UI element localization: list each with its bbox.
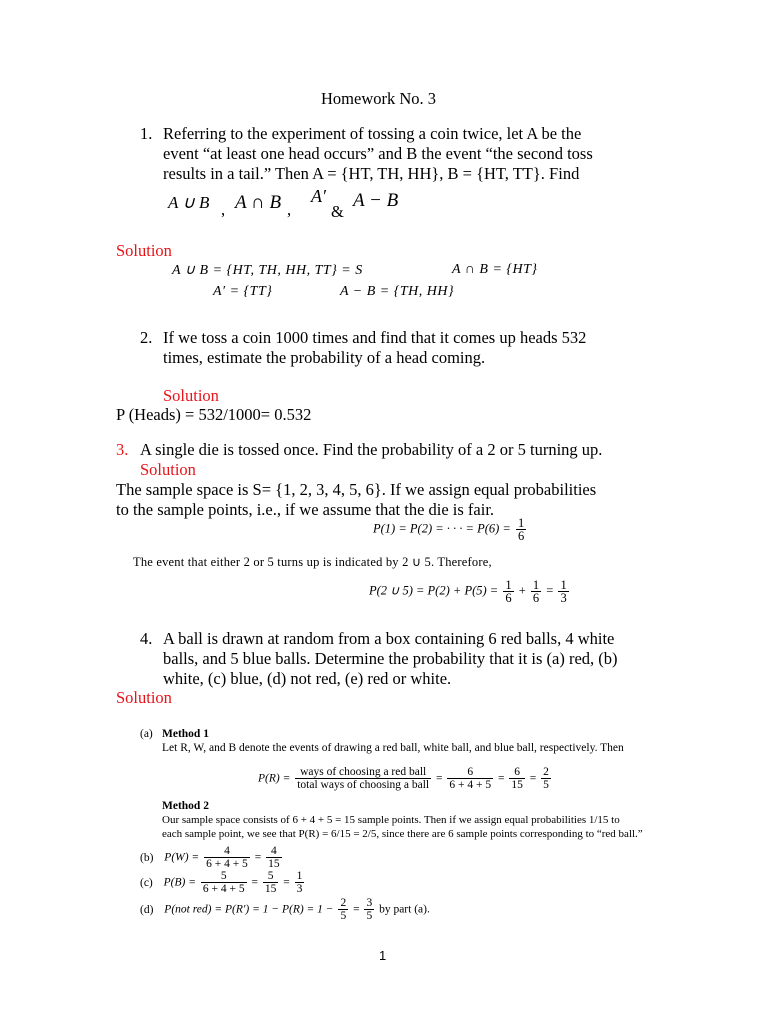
q4-pr-f4n: 2 bbox=[543, 766, 549, 778]
solution-3-label: Solution bbox=[140, 460, 196, 479]
q3-eq2-f3d: 3 bbox=[560, 591, 567, 605]
sol1-union: A ∪ B = {HT, TH, HH, TT} = S bbox=[172, 263, 363, 278]
q4-line2: balls, and 5 blue balls. Determine the probability that it is (a) red, (b) bbox=[163, 649, 618, 668]
q3-line2: to the sample points, i.e., if we assume that the die is fair. bbox=[116, 500, 495, 519]
q4-d-frac1 bbox=[338, 897, 348, 922]
q3-equation-1 bbox=[373, 517, 528, 542]
q4-pr-f1d: total ways of choosing a ball bbox=[297, 779, 430, 791]
q1-expr-intersect: A ∩ B bbox=[235, 192, 282, 213]
q4-pr-f1n: ways of choosing a red ball bbox=[295, 766, 431, 779]
q4-c-frac1 bbox=[201, 870, 247, 895]
q4-d-f1d: 5 bbox=[340, 910, 347, 922]
q4-pr-equation bbox=[258, 766, 553, 791]
q3-eq2-frac3 bbox=[558, 579, 568, 604]
q3-eq1-den: 6 bbox=[518, 529, 525, 543]
q4-line3: white, (c) blue, (d) not red, (e) red or white. bbox=[163, 669, 452, 688]
q3-eq1-num: 1 bbox=[518, 516, 525, 530]
q4-c-f3n: 1 bbox=[296, 870, 303, 882]
q4-b-label: (b) bbox=[140, 851, 154, 864]
q3-eq2-plus: + bbox=[518, 583, 526, 598]
q4-c-frac3 bbox=[295, 870, 305, 895]
sol1-difference: A − B = {TH, HH} bbox=[340, 284, 455, 299]
q4-c-lhs: P(B) = bbox=[163, 876, 196, 889]
solution-4-label: Solution bbox=[116, 688, 172, 707]
q4-b-frac1 bbox=[204, 845, 250, 870]
q1-expr-complement: A′ bbox=[311, 186, 326, 206]
q4-c-f3d: 3 bbox=[296, 883, 303, 895]
q3-eq1-fraction bbox=[516, 517, 526, 542]
q3-eq2-equals: = bbox=[546, 583, 554, 598]
q4-b-f1d: 6 + 4 + 5 bbox=[206, 858, 248, 870]
q4-d-f2n: 3 bbox=[366, 897, 373, 909]
q4-part-d bbox=[140, 897, 430, 922]
q4-number: 4. bbox=[140, 629, 153, 648]
q3-text: A single die is tossed once. Find the probability of a 2 or 5 turning up. bbox=[140, 440, 603, 459]
q4-d-lhs: P(not red) = P(R′) = 1 − P(R) = 1 − bbox=[164, 903, 334, 916]
q2-answer: P (Heads) = 532/1000= 0.532 bbox=[116, 405, 312, 424]
q3-eq2-frac1 bbox=[503, 579, 513, 604]
q4-pr-eq3: = bbox=[529, 772, 537, 785]
q3-eq2-f2d: 6 bbox=[532, 591, 540, 605]
q4-c-f2n: 5 bbox=[263, 870, 279, 883]
q4-d-frac2 bbox=[364, 897, 374, 922]
q3-eq2-f3n: 1 bbox=[560, 578, 567, 592]
q4-b-f1n: 4 bbox=[204, 845, 250, 858]
q1-line2: event “at least one head occurs” and B the event “the second toss bbox=[163, 144, 593, 163]
q4-pr-eq2: = bbox=[497, 772, 505, 785]
q3-number: 3. bbox=[116, 440, 129, 459]
q4-method-2-heading: Method 2 bbox=[162, 800, 209, 812]
q4-b-eq: = bbox=[254, 851, 262, 864]
q4-pr-f2n: 6 bbox=[447, 766, 493, 779]
q4-d-label: (d) bbox=[140, 903, 154, 916]
q1-expr-amp: & bbox=[331, 202, 344, 221]
q4-pr-frac3 bbox=[509, 766, 525, 791]
q4-d-f2d: 5 bbox=[366, 910, 373, 922]
q3-eq2-lhs: P(2 ∪ 5) = P(2) + P(5) = bbox=[369, 583, 499, 598]
q4-b-lhs: P(W) = bbox=[164, 851, 200, 864]
q2-line1: If we toss a coin 1000 times and find that it comes up heads 532 bbox=[163, 328, 587, 347]
q3-event-text: The event that either 2 or 5 turns up is indicated by 2 ∪ 5. Therefore, bbox=[133, 555, 492, 569]
q4-pr-frac4 bbox=[541, 766, 551, 791]
q3-eq2-f1n: 1 bbox=[505, 578, 512, 592]
q1-expr-union: A ∪ B bbox=[168, 193, 210, 212]
solution-1-label: Solution bbox=[116, 241, 172, 260]
q4-c-f1n: 5 bbox=[201, 870, 247, 883]
q3-line1: The sample space is S= {1, 2, 3, 4, 5, 6}. If we assign equal probabilities bbox=[116, 480, 597, 499]
q4-c-f2d: 15 bbox=[264, 883, 277, 895]
q4-pr-f3d: 15 bbox=[511, 779, 523, 791]
q1-expr-comma1: , bbox=[221, 200, 226, 219]
q4-method-2-line1: Our sample space consists of 6 + 4 + 5 = 15 sample points. Then if we assign equal probabilities 1/15 to bbox=[162, 814, 620, 826]
q4-d-tail: by part (a). bbox=[379, 903, 430, 916]
q4-d-eq: = bbox=[353, 903, 360, 916]
q4-b-f2d: 15 bbox=[268, 858, 280, 870]
q2-number: 2. bbox=[140, 328, 153, 347]
q4-part-c bbox=[140, 870, 306, 895]
q3-equation-2 bbox=[369, 579, 571, 604]
q4-b-f2n: 4 bbox=[266, 845, 282, 858]
q3-eq2-f2n: 1 bbox=[532, 578, 540, 592]
q4-c-eq1: = bbox=[251, 876, 258, 889]
q4-part-b bbox=[140, 845, 284, 870]
q4-pr-f2d: 6 + 4 + 5 bbox=[449, 779, 492, 791]
q4-pr-eq1: = bbox=[436, 772, 443, 785]
q4-method-1-heading: Method 1 bbox=[162, 728, 209, 740]
page-title: Homework No. 3 bbox=[321, 89, 437, 108]
q4-pr-f3n: 6 bbox=[509, 766, 525, 779]
solution-2-label: Solution bbox=[163, 386, 219, 405]
q4-line1: A ball is drawn at random from a box containing 6 red balls, 4 white bbox=[163, 629, 615, 648]
q4-pr-lhs: P(R) = bbox=[258, 772, 291, 785]
q4-c-label: (c) bbox=[140, 876, 153, 889]
q4-pr-frac2 bbox=[447, 766, 493, 791]
q4-part-a-label: (a) bbox=[140, 728, 153, 740]
sol1-complement: A′ = {TT} bbox=[213, 284, 273, 299]
page-number: 1 bbox=[379, 948, 387, 963]
q1-expr-comma2: , bbox=[287, 200, 292, 219]
sol1-intersect: A ∩ B = {HT} bbox=[452, 262, 538, 277]
q1-line3: results in a tail.” Then A = {HT, TH, HH}, B = {HT, TT}. Find bbox=[163, 164, 580, 183]
q4-c-f1d: 6 + 4 + 5 bbox=[202, 883, 245, 895]
q1-number: 1. bbox=[140, 124, 153, 143]
q4-b-frac2 bbox=[266, 845, 282, 870]
q3-eq1-lhs: P(1) = P(2) = · · · = P(6) = bbox=[373, 521, 511, 536]
q4-pr-frac1 bbox=[295, 766, 431, 791]
q3-eq2-f1d: 6 bbox=[505, 591, 512, 605]
q4-pr-f4d: 5 bbox=[543, 779, 549, 791]
q4-method-2-line2: each sample point, we see that P(R) = 6/15 = 2/5, since there are 6 sample points corresponding to “red ball.” bbox=[162, 828, 643, 840]
q2-line2: times, estimate the probability of a head coming. bbox=[163, 348, 486, 367]
q1-expr-difference: A − B bbox=[353, 190, 399, 211]
q4-method-1-text: Let R, W, and B denote the events of drawing a red ball, white ball, and blue ball, respectively. Then bbox=[162, 742, 624, 754]
q3-eq2-frac2 bbox=[531, 579, 541, 604]
q4-d-f1n: 2 bbox=[340, 897, 347, 909]
q4-c-eq2: = bbox=[283, 876, 290, 889]
q4-c-frac2 bbox=[263, 870, 279, 895]
q1-line1: Referring to the experiment of tossing a coin twice, let A be the bbox=[163, 124, 582, 143]
